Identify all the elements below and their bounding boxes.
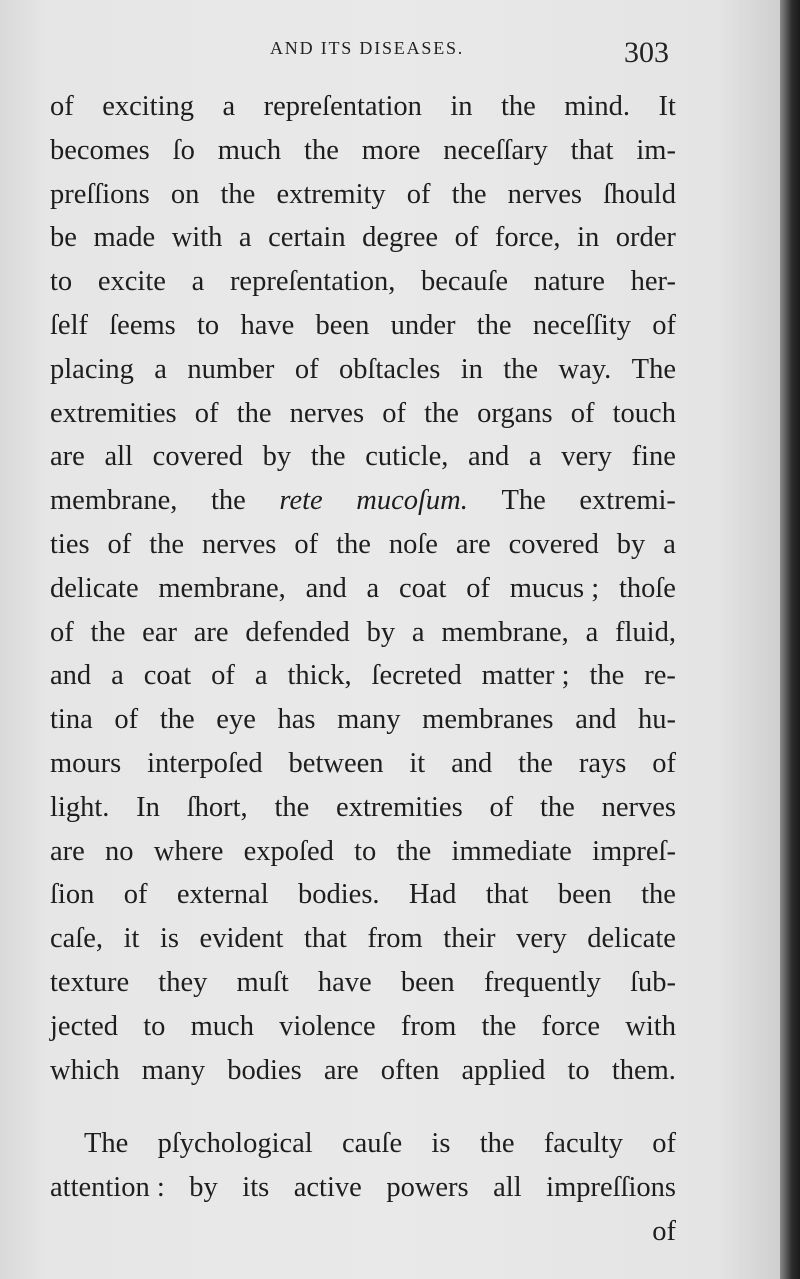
word: and — [468, 441, 510, 473]
word: a — [366, 572, 380, 604]
word: their — [443, 923, 496, 955]
word: extremities — [50, 397, 177, 429]
word: becauſe — [421, 266, 509, 298]
word: to — [143, 1010, 166, 1042]
word: way. — [558, 353, 612, 385]
word: the — [481, 1010, 517, 1042]
word: nerves — [507, 178, 583, 210]
word: a — [585, 616, 599, 648]
word: the — [479, 1128, 515, 1160]
word: organs — [477, 397, 553, 429]
word: a — [528, 441, 542, 473]
word: interpoſed — [147, 747, 263, 779]
word: which — [50, 1054, 120, 1086]
word: faculty — [543, 1128, 623, 1160]
word: are — [193, 616, 229, 648]
text-line — [50, 479, 676, 523]
text-line — [50, 873, 676, 917]
text-line — [50, 523, 676, 567]
word: eye — [216, 704, 256, 736]
word: the — [589, 660, 625, 692]
word: very — [516, 923, 567, 955]
text-line — [50, 260, 676, 304]
word: and — [575, 704, 617, 736]
word: are — [50, 441, 85, 473]
word: In — [136, 791, 160, 823]
word: nature — [533, 266, 605, 298]
word: more — [361, 134, 421, 166]
word: noſe — [388, 528, 438, 560]
word: the — [424, 397, 459, 429]
word: of — [406, 178, 431, 210]
word: thick, — [287, 660, 352, 692]
word: bodies — [227, 1054, 302, 1086]
word: in — [577, 222, 600, 254]
word: a — [191, 266, 205, 298]
text-line — [50, 567, 676, 611]
word: between — [288, 747, 384, 779]
word: from — [367, 923, 423, 955]
catchword: of — [652, 1215, 676, 1247]
word: are — [455, 528, 491, 560]
word: of — [107, 528, 132, 560]
word: caſe, — [50, 923, 103, 955]
word: ſo — [172, 134, 195, 166]
word: and — [451, 747, 493, 779]
text-line — [50, 1166, 676, 1210]
text-line — [50, 304, 676, 348]
word: neceſſary — [443, 134, 548, 166]
word: of — [50, 91, 74, 122]
word: of — [294, 528, 319, 560]
word: it — [123, 923, 140, 955]
word: delicate — [50, 572, 139, 604]
word: much — [217, 134, 282, 166]
text-line — [50, 742, 676, 786]
word: by — [262, 441, 292, 473]
text-line — [50, 435, 676, 479]
word: of — [123, 879, 148, 911]
word: mours — [50, 747, 122, 779]
word: fine — [631, 441, 676, 473]
word: from — [400, 1010, 457, 1042]
text-line — [50, 1122, 676, 1166]
word: order — [615, 222, 676, 254]
word: im- — [636, 134, 676, 166]
word: with — [625, 1010, 676, 1042]
word: the — [310, 441, 346, 473]
word: a — [222, 91, 236, 122]
word: and — [50, 660, 92, 692]
word: made — [93, 222, 156, 254]
word: obſtacles — [338, 353, 441, 385]
word: of — [454, 222, 479, 254]
word: often — [380, 1054, 440, 1086]
word: to — [197, 309, 220, 341]
word: to — [567, 1054, 590, 1086]
word: number — [187, 353, 275, 385]
text-line — [50, 392, 676, 436]
word: Had — [408, 879, 457, 911]
word: fluid, — [615, 616, 676, 648]
word: nerves — [289, 397, 365, 429]
word: rete — [279, 485, 323, 517]
text-line — [50, 654, 676, 698]
word: all — [493, 1172, 522, 1204]
word: external — [176, 879, 269, 911]
word: them. — [611, 1054, 676, 1086]
word: a — [411, 616, 425, 648]
word: repreſentation, — [229, 266, 396, 298]
word: of — [382, 397, 406, 429]
word: to — [354, 835, 377, 867]
body-text — [50, 85, 676, 1254]
word: muſt — [236, 966, 289, 998]
text-line — [50, 698, 676, 742]
word: been — [315, 309, 370, 341]
text-line — [50, 917, 676, 961]
word: excite — [97, 266, 166, 298]
word: impreſ- — [592, 835, 676, 867]
word: coat — [143, 660, 192, 692]
word: hu- — [638, 704, 676, 736]
word: delicate — [587, 923, 676, 955]
word: certain — [268, 222, 346, 254]
text-line — [50, 1049, 676, 1093]
word: the — [396, 835, 432, 867]
word: much — [190, 1010, 254, 1042]
word: repreſentation — [263, 91, 422, 122]
word: The — [501, 485, 546, 517]
word: the — [220, 178, 256, 210]
word: the — [336, 528, 371, 560]
word: is — [159, 923, 179, 955]
page-header — [0, 36, 780, 76]
page-edge-shadow — [780, 0, 800, 1279]
word: the — [476, 309, 512, 341]
word: force — [541, 1010, 601, 1042]
word: in — [450, 91, 473, 122]
word: no — [105, 835, 134, 867]
word: have — [317, 966, 372, 998]
word: on — [170, 178, 200, 210]
word: placing — [50, 353, 134, 385]
word: ſeems — [109, 309, 176, 341]
word: mind. — [564, 91, 631, 122]
word: that — [570, 134, 614, 166]
text-line — [50, 961, 676, 1005]
word: tina — [50, 704, 93, 736]
word: cauſe — [342, 1128, 403, 1160]
word: been — [557, 879, 612, 911]
word: a — [154, 353, 167, 385]
word: of — [652, 747, 676, 779]
word: of — [489, 791, 514, 823]
word: a — [238, 222, 252, 254]
word: It — [658, 91, 676, 122]
word: have — [240, 309, 295, 341]
word: her- — [630, 266, 676, 298]
word: that — [485, 879, 529, 911]
word: of — [114, 704, 139, 736]
word: very — [561, 441, 612, 473]
word: ſion — [50, 879, 95, 911]
word: impreſſions — [546, 1172, 676, 1204]
word: has — [277, 704, 316, 736]
word: nerves — [601, 791, 676, 823]
word: the — [236, 397, 272, 429]
word: of — [211, 660, 235, 692]
word: preſſions — [50, 178, 150, 210]
word: re- — [644, 660, 676, 692]
word: of — [570, 397, 595, 429]
word: defended — [245, 616, 350, 648]
word: extremity — [276, 178, 386, 210]
word: of — [50, 616, 74, 648]
word: ties — [50, 528, 90, 560]
word: the — [501, 91, 536, 122]
word: rays — [578, 747, 627, 779]
word: evident — [199, 923, 284, 955]
word: ſhort, — [186, 791, 248, 823]
word: nerves — [202, 528, 277, 560]
word: the — [518, 747, 553, 779]
word: light. — [50, 791, 110, 823]
word: membranes — [422, 704, 554, 736]
word: frequently — [483, 966, 601, 998]
word: neceſſity — [532, 309, 631, 341]
word: applied — [461, 1054, 546, 1086]
word: covered — [508, 528, 599, 560]
text-line — [50, 1005, 676, 1049]
word: of — [652, 1128, 676, 1160]
word: of — [294, 353, 319, 385]
word: ſelf — [50, 309, 88, 341]
word: touch — [612, 397, 676, 429]
word: bodies. — [298, 879, 380, 911]
text-line — [50, 611, 676, 655]
word: the — [641, 879, 676, 911]
word: mucoſum. — [356, 485, 468, 517]
running-head: AND ITS DISEASES. — [270, 38, 465, 58]
word: the — [211, 485, 246, 517]
paragraph-gap — [50, 1092, 676, 1122]
word: The — [631, 353, 676, 385]
word: many — [141, 1054, 206, 1086]
word: matter ; — [481, 660, 570, 692]
text-line — [50, 173, 676, 217]
word: active — [293, 1172, 362, 1204]
word: of — [652, 309, 676, 341]
word: it — [409, 747, 426, 779]
word: mucus ; — [509, 572, 600, 604]
word: under — [390, 309, 456, 341]
word: where — [153, 835, 224, 867]
word: its — [242, 1172, 270, 1204]
word: of — [194, 397, 219, 429]
word: ſecreted — [371, 660, 462, 692]
word: the — [503, 353, 539, 385]
word: been — [400, 966, 455, 998]
word: ear — [142, 616, 177, 648]
word: the — [304, 134, 339, 166]
word: membrane, — [50, 485, 178, 517]
text-line — [50, 129, 676, 173]
word: attention : — [50, 1172, 165, 1204]
catchword-line — [50, 1210, 676, 1254]
word: force, — [494, 222, 561, 254]
word: becomes — [50, 134, 150, 166]
word: by — [616, 528, 646, 560]
word: exciting — [102, 91, 195, 122]
word: expoſed — [243, 835, 334, 867]
word: is — [431, 1128, 451, 1160]
word: in — [460, 353, 483, 385]
word: extremities — [336, 791, 463, 823]
word: the — [159, 704, 195, 736]
word: a — [254, 660, 268, 692]
word: degree — [362, 222, 439, 254]
text-line — [50, 830, 676, 874]
word: the — [149, 528, 185, 560]
word: be — [50, 222, 77, 254]
word: covered — [152, 441, 243, 473]
word: a — [111, 660, 124, 692]
word: they — [158, 966, 208, 998]
text-line — [50, 348, 676, 392]
word: jected — [50, 1010, 119, 1042]
word: ſhould — [603, 178, 676, 210]
word: The — [84, 1128, 129, 1160]
word: thoſe — [618, 572, 676, 604]
word: membrane, — [158, 572, 286, 604]
word: powers — [386, 1172, 469, 1204]
word: are — [50, 835, 85, 867]
word: the — [90, 616, 126, 648]
word: all — [104, 441, 133, 473]
word: pſychological — [157, 1128, 313, 1160]
word: the — [539, 791, 575, 823]
word: texture — [50, 966, 130, 998]
word: a — [663, 528, 676, 560]
word: are — [323, 1054, 359, 1086]
word: violence — [279, 1010, 376, 1042]
word: immediate — [451, 835, 572, 867]
word: the — [274, 791, 310, 823]
word: by — [366, 616, 396, 648]
text-line — [50, 216, 676, 260]
word: and — [305, 572, 347, 604]
word: extremi- — [579, 485, 676, 517]
word: the — [451, 178, 487, 210]
page-number: 303 — [624, 36, 669, 69]
word: ſub- — [630, 966, 676, 998]
text-line — [50, 786, 676, 830]
word: with — [171, 222, 223, 254]
word: that — [304, 923, 347, 955]
word: coat — [398, 572, 447, 604]
word: to — [50, 266, 73, 298]
word: many — [337, 704, 401, 736]
text-line — [50, 85, 676, 129]
word: by — [189, 1172, 218, 1204]
word: of — [466, 572, 490, 604]
word: cuticle, — [365, 441, 449, 473]
word: membrane, — [441, 616, 569, 648]
